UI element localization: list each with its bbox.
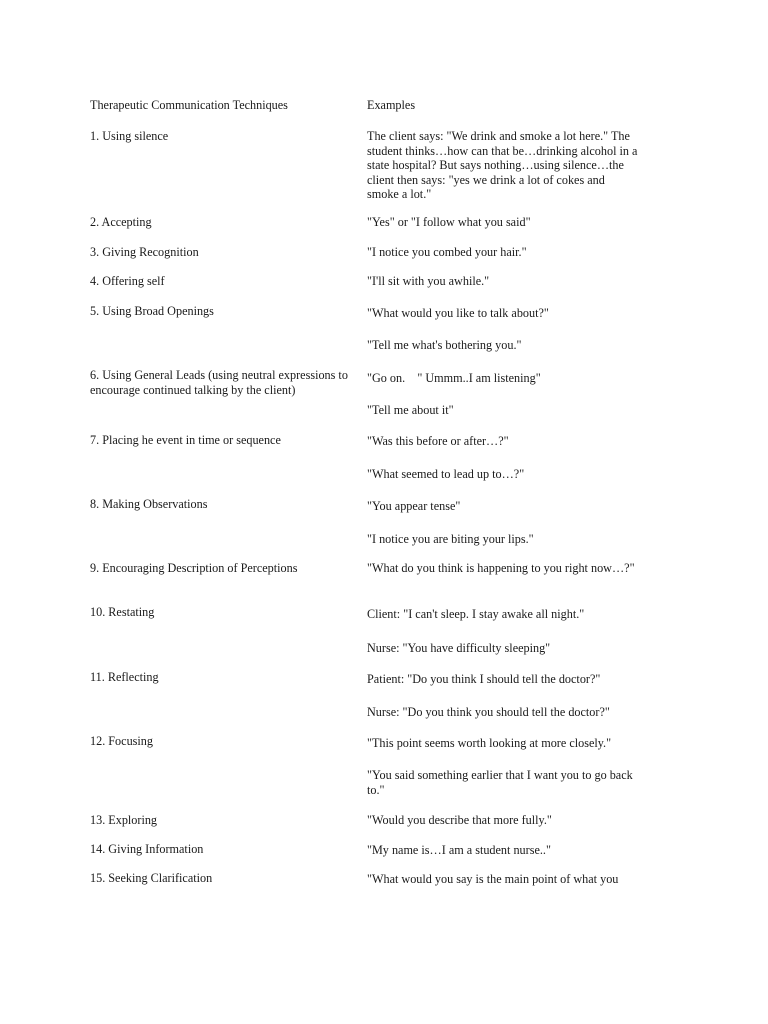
technique-3: 3. Giving Recognition — [90, 245, 199, 259]
example-7-1: "Was this before or after…?" — [367, 434, 509, 448]
technique-11: 11. Reflecting — [90, 670, 159, 684]
example-9-1: "What do you think is happening to you right now…?" — [367, 561, 635, 575]
technique-4: 4. Offering self — [90, 274, 165, 288]
example-7-2: "What seemed to lead up to…?" — [367, 467, 525, 481]
example-11-1: Patient: "Do you think I should tell the doctor?" — [367, 672, 601, 686]
example-6-1: "Go on. " Ummm..I am listening" — [367, 371, 541, 385]
example-8-2: "I notice you are biting your lips." — [367, 532, 534, 546]
example-14-1: "My name is…I am a student nurse.." — [367, 843, 551, 857]
example-5-1: "What would you like to talk about?" — [367, 306, 549, 320]
technique-12: 12. Focusing — [90, 734, 153, 748]
example-1-1: The client says: "We drink and smoke a lot here." The student thinks…how can that be…drinking alcohol in a state hospital? But says nothing…using silence…the client then says: "yes we drink a lot of cokes and smoke a lot." — [367, 129, 638, 201]
technique-10: 10. Restating — [90, 605, 155, 619]
example-4-1: "I'll sit with you awhile." — [367, 274, 490, 288]
technique-13: 13. Exploring — [90, 813, 158, 827]
examples-column-header: Examples — [367, 98, 416, 112]
technique-14: 14. Giving Information — [90, 842, 204, 856]
example-8-1: "You appear tense" — [367, 499, 461, 513]
technique-15: 15. Seeking Clarification — [90, 871, 213, 885]
technique-6: 6. Using General Leads (using neutral expressions to encourage continued talking by the client) — [90, 368, 348, 397]
example-3-1: "I notice you combed your hair." — [367, 245, 527, 259]
example-12-1: "This point seems worth looking at more closely." — [367, 736, 612, 750]
example-5-2: "Tell me what's bothering you." — [367, 338, 522, 352]
technique-1: 1. Using silence — [90, 129, 169, 143]
example-10-1: Client: "I can't sleep. I stay awake all night." — [367, 607, 585, 621]
example-13-1: "Would you describe that more fully." — [367, 813, 552, 827]
technique-9: 9. Encouraging Description of Perceptions — [90, 561, 298, 575]
technique-8: 8. Making Observations — [90, 497, 208, 511]
techniques-column-header: Therapeutic Communication Techniques — [90, 98, 288, 112]
example-6-2: "Tell me about it" — [367, 403, 454, 417]
technique-5: 5. Using Broad Openings — [90, 304, 214, 318]
example-12-2: "You said something earlier that I want you to go back to." — [367, 768, 633, 797]
technique-7: 7. Placing he event in time or sequence — [90, 433, 281, 447]
example-2-1: "Yes" or "I follow what you said" — [367, 215, 531, 229]
example-11-2: Nurse: "Do you think you should tell the doctor?" — [367, 705, 610, 719]
example-15-1: "What would you say is the main point of what you — [367, 872, 619, 886]
example-10-2: Nurse: "You have difficulty sleeping" — [367, 641, 551, 655]
technique-2: 2. Accepting — [90, 215, 152, 229]
